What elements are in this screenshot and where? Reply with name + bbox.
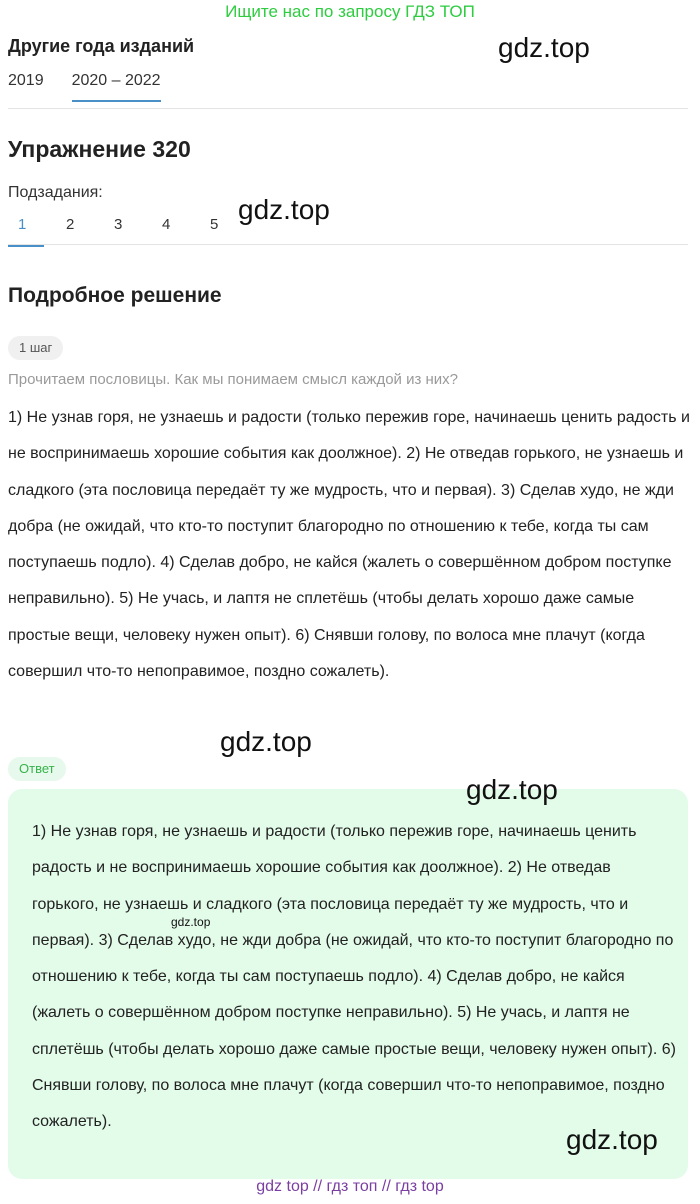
year-tabs xyxy=(8,72,161,102)
solution-text: 1) Не узнав горя, не узнаешь и радости (только пережив горе, начинаешь ценить радость и не воспринимаешь хорошие события как доолжное). 2) Не отведав горького, не узнаешь и сладкого (эта пословица передаёт ту же мудрость, что и первая). 3) Сделав худо, не жди добра (не ожидай, что кто-то поступит благородно по отношению к тебе, когда ты сам поступаешь подло). 4) Сделав добро, не кайся (жалеть о совершённом добром поступке неправильно). 5) Не учась, и лаптя не сплетёшь (чтобы делать хорошо даже самые простые вещи, человеку нужен опыт). 6) Снявши голову, по волоса мне плачут (когда совершил что-то непоправимое, поздно сожалеть). xyxy=(8,409,690,681)
tab-year-2019[interactable]: 2019 xyxy=(8,72,44,89)
footer-links xyxy=(0,1178,700,1196)
watermark: gdz.top xyxy=(171,915,211,929)
footer-separator: // xyxy=(377,1178,396,1195)
watermark: gdz.top xyxy=(220,726,312,757)
page-title: Упражнение 320 xyxy=(8,136,191,162)
subtask-tabs xyxy=(8,216,248,247)
answer-badge: Ответ xyxy=(8,757,66,781)
answer-text: 1) Не узнав горя, не узнаешь и радости (только пережив горе, начинаешь ценить радость и не воспринимаешь хорошие события как доолжное). 2) Не отведав горького, не узнаешь и сладкого (эта пословица передаёт ту же мудрость, что и первая). 3) Сделав худо, не жди добра (не ожидай, что кто-то поступит благородно по отношению к тебе, когда ты сам поступаешь подло). 4) Сделав добро, не кайся (жалеть о совершённом добром поступке неправильно). 5) Не учась, и лаптя не сплетёшь (чтобы делать хорошо даже самые простые вещи, человеку нужен опыт). 6) Снявши голову, по волоса мне плачут (когда совершил что-то непоправимое, поздно сожалеть). xyxy=(32,823,676,1131)
footer-separator: // xyxy=(308,1178,327,1195)
watermark: gdz.top xyxy=(238,194,330,225)
subtask-tab-2[interactable]: 2 xyxy=(66,216,75,233)
solution-heading: Подробное решение xyxy=(8,284,222,307)
watermark: gdz.top xyxy=(498,32,590,63)
footer-link-gdz-top-ru[interactable]: гдз топ xyxy=(326,1178,378,1195)
footer-link-gdz-top[interactable]: gdz top xyxy=(256,1178,309,1195)
promo-banner[interactable]: Ищите нас по запросу ГДЗ ТОП xyxy=(225,2,475,21)
divider xyxy=(8,108,688,109)
editions-heading: Другие года изданий xyxy=(8,36,195,56)
subtask-tab-3[interactable]: 3 xyxy=(114,216,123,233)
subtask-tab-1[interactable]: 1 xyxy=(8,216,44,247)
divider xyxy=(8,244,688,245)
watermark: gdz.top xyxy=(466,774,558,805)
tab-year-2020-2022[interactable]: 2020 – 2022 xyxy=(72,72,161,102)
watermark: gdz.top xyxy=(566,1124,658,1155)
step-question: Прочитаем пословицы. Как мы понимаем смысл каждой из них? xyxy=(8,371,459,388)
step-badge: 1 шаг xyxy=(8,336,63,360)
footer-link-gdz-top-mixed[interactable]: гдз top xyxy=(395,1178,444,1195)
subtask-tab-5[interactable]: 5 xyxy=(210,216,219,233)
subtask-tab-4[interactable]: 4 xyxy=(162,216,171,233)
subtasks-label: Подзадания: xyxy=(8,184,103,201)
